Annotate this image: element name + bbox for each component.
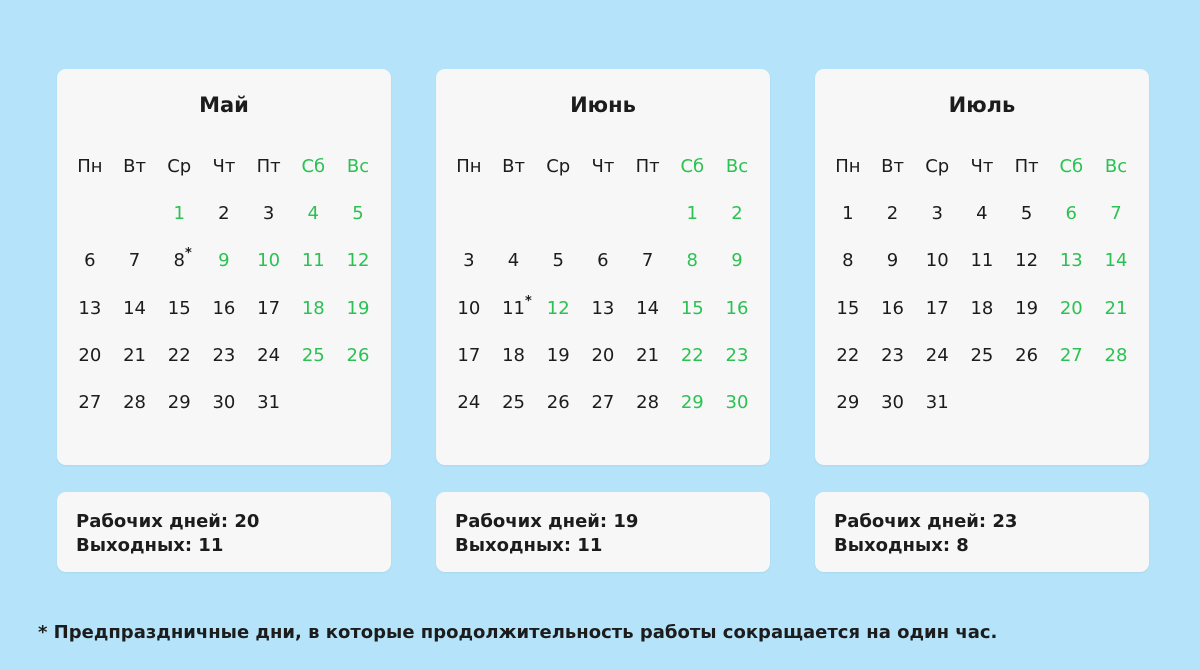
day-number: 23 <box>212 344 236 366</box>
day-cell <box>1049 249 1094 273</box>
day-number: 7 <box>641 250 654 272</box>
day-cell <box>447 391 492 415</box>
day-cell <box>625 249 670 273</box>
day-number: 22 <box>680 344 704 366</box>
weekday-header: Пн <box>77 156 103 177</box>
day-number: 19 <box>1015 297 1039 319</box>
day-number: 19 <box>546 344 570 366</box>
day-number: 17 <box>257 297 281 319</box>
weekday-header: Сб <box>301 156 326 177</box>
day-number: 23 <box>881 344 904 366</box>
day-number: 13 <box>591 297 615 319</box>
day-number: 10 <box>925 250 949 272</box>
day-cell <box>112 249 157 273</box>
day-cell <box>960 249 1005 273</box>
day-cell <box>826 249 871 273</box>
working-days-count: Рабочих дней: 20 <box>76 511 260 532</box>
day-cell <box>960 297 1005 321</box>
day-number: 16 <box>212 297 236 319</box>
month-column-may <box>57 69 391 556</box>
day-number: 10 <box>457 297 481 319</box>
day-number: 18 <box>502 344 525 366</box>
day-number: 2 <box>218 203 230 225</box>
weekday-header: Чт <box>212 156 236 177</box>
weekday-header: Вт <box>123 156 146 177</box>
empty-cell <box>581 202 626 226</box>
empty-cell <box>447 202 492 226</box>
stats-card <box>436 492 770 572</box>
day-number: 2 <box>886 203 899 225</box>
day-grid <box>826 155 1139 438</box>
day-number: 5 <box>1020 203 1033 225</box>
month-title: Июль <box>948 93 1016 117</box>
day-cell <box>826 297 871 321</box>
day-number: 22 <box>836 344 860 366</box>
stats-card <box>57 492 391 572</box>
day-number: 18 <box>301 297 325 319</box>
day-number: 5 <box>352 203 364 225</box>
day-number: 20 <box>591 344 615 366</box>
day-number: 29 <box>680 391 704 413</box>
day-number: 25 <box>970 344 994 366</box>
day-number: 15 <box>680 297 704 319</box>
day-number: 6 <box>84 250 96 272</box>
day-cell <box>581 249 626 273</box>
day-number: 14 <box>636 297 660 319</box>
day-number: 29 <box>167 391 191 413</box>
day-cell <box>536 344 581 368</box>
day-cell <box>670 344 715 368</box>
day-cell <box>157 391 202 415</box>
calendar-card <box>57 69 391 465</box>
day-cell <box>826 344 871 368</box>
day-cell <box>491 293 536 321</box>
weekday-header: Чт <box>970 156 994 177</box>
day-cell <box>870 297 915 321</box>
day-number: 4 <box>307 203 319 225</box>
day-cell <box>202 202 247 226</box>
day-cell <box>670 249 715 273</box>
day-cell <box>1094 344 1139 368</box>
working-days-count: Рабочих дней: 23 <box>834 511 1018 532</box>
day-number: 26 <box>546 391 570 413</box>
weekday-header: Вс <box>346 156 370 177</box>
day-cell <box>291 249 336 273</box>
day-cell <box>625 297 670 321</box>
day-cell <box>870 202 915 226</box>
day-cell <box>291 297 336 321</box>
weekday-header: Ср <box>546 156 571 177</box>
weekday-header: Ср <box>925 156 950 177</box>
day-number: 15 <box>167 297 191 319</box>
day-number: 21 <box>636 344 660 366</box>
day-number: 12 <box>546 297 570 319</box>
day-number: 7 <box>128 250 141 272</box>
day-cell <box>68 391 113 415</box>
day-number: 26 <box>346 344 370 366</box>
month-column-june <box>436 69 770 556</box>
month-title: Май <box>199 93 249 117</box>
days-off-count: Выходных: 8 <box>834 535 969 556</box>
day-number: 9 <box>886 250 899 272</box>
day-cell <box>581 344 626 368</box>
weekday-header: Сб <box>1059 156 1084 177</box>
weekday-header: Вт <box>881 156 904 177</box>
day-number: 24 <box>457 391 481 413</box>
day-cell <box>870 391 915 415</box>
day-number: 22 <box>167 344 191 366</box>
calendar-card <box>436 69 770 465</box>
empty-cell <box>68 202 113 226</box>
weekday-header: Пт <box>635 156 660 177</box>
day-cell <box>336 297 381 321</box>
day-cell <box>336 202 381 226</box>
day-cell <box>915 391 960 415</box>
weekday-header: Сб <box>680 156 705 177</box>
day-cell <box>670 297 715 321</box>
empty-cell <box>625 202 670 226</box>
day-cell <box>1049 344 1094 368</box>
day-cell <box>447 297 492 321</box>
month-title: Июнь <box>570 93 636 117</box>
day-number: 8 * <box>173 249 184 273</box>
day-cell <box>202 344 247 368</box>
day-cell <box>336 249 381 273</box>
weekday-header: Чт <box>591 156 615 177</box>
empty-cell <box>491 202 536 226</box>
day-number: 8 <box>842 250 854 272</box>
day-number: 4 <box>976 203 988 225</box>
day-cell <box>246 391 291 415</box>
day-number: 23 <box>725 344 749 366</box>
day-number: 20 <box>78 344 102 366</box>
day-cell <box>291 344 336 368</box>
empty-cell <box>536 202 581 226</box>
footnote: * Предпраздничные дни, в которые продолжительность работы сокращается на один час. <box>38 622 998 643</box>
day-number: 9 <box>218 250 230 272</box>
day-number: 29 <box>836 391 860 413</box>
day-number: 21 <box>123 344 146 366</box>
day-number: 3 <box>463 250 475 272</box>
day-cell <box>157 246 202 273</box>
day-number: 14 <box>123 297 146 319</box>
day-number: 28 <box>636 391 660 413</box>
day-cell <box>715 297 760 321</box>
day-number: 27 <box>591 391 615 413</box>
days-off-count: Выходных: 11 <box>455 535 603 556</box>
day-number: 13 <box>1059 250 1083 272</box>
day-cell <box>915 297 960 321</box>
day-cell <box>447 249 492 273</box>
day-cell <box>291 202 336 226</box>
day-cell <box>447 344 492 368</box>
day-number: 25 <box>502 391 525 413</box>
day-number: 12 <box>1015 250 1039 272</box>
pre-holiday-marker: * <box>524 293 532 309</box>
day-cell <box>202 391 247 415</box>
day-number: 28 <box>1104 344 1128 366</box>
day-number: 24 <box>257 344 281 366</box>
day-cell <box>1094 249 1139 273</box>
day-number: 3 <box>931 203 943 225</box>
day-cell <box>536 391 581 415</box>
day-number: 26 <box>1015 344 1039 366</box>
day-number: 12 <box>346 250 370 272</box>
day-number: 2 <box>731 203 743 225</box>
day-cell <box>112 344 157 368</box>
day-cell <box>112 297 157 321</box>
day-cell <box>670 391 715 415</box>
day-cell <box>826 202 871 226</box>
day-number: 10 <box>257 250 281 272</box>
day-cell <box>581 297 626 321</box>
day-number: 25 <box>301 344 325 366</box>
day-cell <box>1004 202 1049 226</box>
day-number: 27 <box>78 391 102 413</box>
calendar-card <box>815 69 1149 465</box>
weekday-header: Вт <box>502 156 525 177</box>
day-number: 6 <box>1065 203 1077 225</box>
day-cell <box>870 344 915 368</box>
day-cell <box>1094 297 1139 321</box>
day-number: 30 <box>881 391 904 413</box>
pre-holiday-marker: * <box>184 246 192 262</box>
day-number: 17 <box>457 344 481 366</box>
day-cell <box>68 249 113 273</box>
day-number: 9 <box>731 250 743 272</box>
day-number: 18 <box>970 297 994 319</box>
day-number: 30 <box>212 391 236 413</box>
weekday-header: Ср <box>167 156 192 177</box>
day-cell <box>915 249 960 273</box>
day-number: 31 <box>925 391 949 413</box>
day-cell <box>1094 202 1139 226</box>
day-cell <box>157 344 202 368</box>
day-number: 27 <box>1059 344 1083 366</box>
day-cell <box>915 202 960 226</box>
day-cell <box>960 344 1005 368</box>
weekday-header: Пн <box>456 156 482 177</box>
day-cell <box>68 344 113 368</box>
day-cell <box>715 249 760 273</box>
day-grid <box>447 155 760 438</box>
day-number: 17 <box>925 297 949 319</box>
day-cell <box>157 202 202 226</box>
day-number: 1 <box>173 203 185 225</box>
day-number: 24 <box>925 344 949 366</box>
day-number: 7 <box>1110 203 1122 225</box>
day-number: 3 <box>262 203 275 225</box>
day-cell <box>960 202 1005 226</box>
day-cell <box>625 344 670 368</box>
day-cell <box>715 344 760 368</box>
day-number: 31 <box>257 391 281 413</box>
day-number: 15 <box>836 297 860 319</box>
days-off-count: Выходных: 11 <box>76 535 224 556</box>
day-number: 28 <box>123 391 146 413</box>
day-cell <box>1004 297 1049 321</box>
day-cell <box>491 249 536 273</box>
day-cell <box>670 202 715 226</box>
day-cell <box>246 202 291 226</box>
day-number: 21 <box>1104 297 1128 319</box>
stats-card <box>815 492 1149 572</box>
day-cell <box>246 297 291 321</box>
day-cell <box>246 249 291 273</box>
day-number: 16 <box>725 297 749 319</box>
day-cell <box>491 344 536 368</box>
day-number: 11 * <box>502 297 525 321</box>
weekday-header: Пт <box>1014 156 1039 177</box>
day-number: 8 <box>686 250 698 272</box>
day-cell <box>202 249 247 273</box>
weekday-header: Вс <box>1104 156 1128 177</box>
weekday-header: Вс <box>725 156 749 177</box>
day-cell <box>1004 249 1049 273</box>
day-cell <box>715 202 760 226</box>
day-cell <box>246 344 291 368</box>
day-cell <box>715 391 760 415</box>
day-cell <box>112 391 157 415</box>
day-number: 19 <box>346 297 370 319</box>
day-cell <box>536 297 581 321</box>
day-number: 30 <box>725 391 749 413</box>
day-cell <box>68 297 113 321</box>
day-number: 16 <box>881 297 904 319</box>
day-cell <box>581 391 626 415</box>
month-column-july <box>815 69 1149 556</box>
day-number: 4 <box>507 250 520 272</box>
day-number: 11 <box>970 250 994 272</box>
day-number: 20 <box>1059 297 1083 319</box>
day-number: 13 <box>78 297 102 319</box>
day-cell <box>870 249 915 273</box>
weekday-header: Пн <box>835 156 861 177</box>
day-cell <box>1004 344 1049 368</box>
day-number: 1 <box>686 203 698 225</box>
day-grid <box>68 155 381 438</box>
empty-cell <box>112 202 157 226</box>
day-cell <box>157 297 202 321</box>
day-number: 5 <box>552 250 564 272</box>
day-cell <box>536 249 581 273</box>
day-cell <box>1049 202 1094 226</box>
day-cell <box>625 391 670 415</box>
day-number: 1 <box>842 203 854 225</box>
day-cell <box>826 391 871 415</box>
day-number: 6 <box>597 250 609 272</box>
day-cell <box>336 344 381 368</box>
day-number: 11 <box>301 250 325 272</box>
day-cell <box>915 344 960 368</box>
day-cell <box>202 297 247 321</box>
working-days-count: Рабочих дней: 19 <box>455 511 639 532</box>
weekday-header: Пт <box>256 156 281 177</box>
day-cell <box>491 391 536 415</box>
day-number: 14 <box>1104 250 1128 272</box>
day-cell <box>1049 297 1094 321</box>
